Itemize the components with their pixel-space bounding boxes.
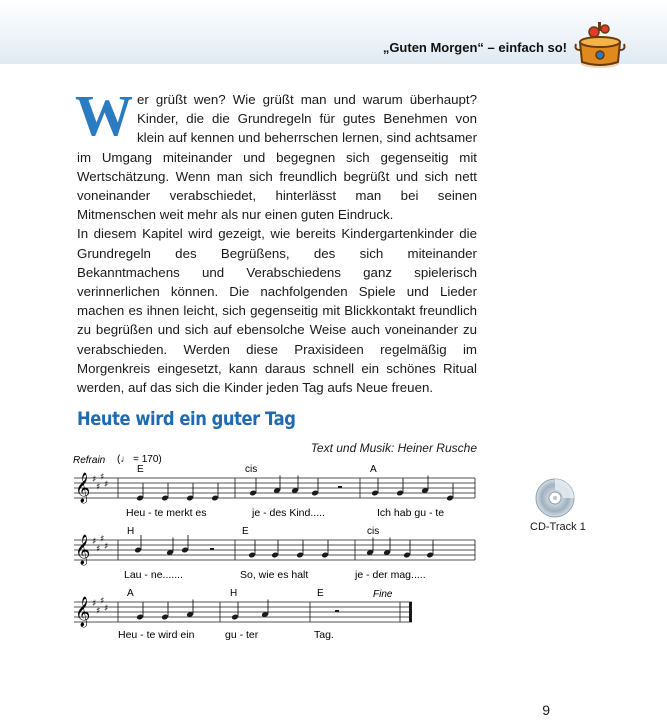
sharp-sign-icon: ♯ <box>96 482 101 493</box>
rest-icon <box>338 486 342 488</box>
lyric-line: Lau - ne....... <box>124 569 183 581</box>
cooking-pot-icon <box>574 20 626 72</box>
intro-text <box>75 83 477 397</box>
sharp-sign-icon: ♯ <box>92 537 97 547</box>
treble-clef-icon: 𝄞 <box>75 597 91 627</box>
song-title: Heute wird ein guter Tag <box>77 408 296 430</box>
chord-symbol: E <box>242 526 249 537</box>
sharp-sign-icon: ♯ <box>96 606 101 617</box>
rest-icon <box>210 548 214 550</box>
treble-clef-icon: 𝄞 <box>75 473 91 503</box>
sharp-sign-icon: ♯ <box>96 544 101 555</box>
chord-symbol: H <box>127 526 135 537</box>
treble-clef-icon: 𝄞 <box>75 535 91 565</box>
sheet-music <box>70 450 480 650</box>
lyric-line: Tag. <box>314 629 334 641</box>
lyric-line: So, wie es halt <box>240 569 309 581</box>
final-bar-line <box>409 602 412 622</box>
sharp-sign-icon: ♯ <box>100 596 105 607</box>
fine-label: Fine <box>373 589 393 600</box>
chord-symbol: E <box>137 464 144 475</box>
chord-symbol: cis <box>367 526 380 537</box>
cd-track-label: CD-Track 1 <box>530 521 586 533</box>
chord-symbol: cis <box>245 464 258 475</box>
sharp-sign-icon: ♯ <box>104 480 109 490</box>
intro-paragraph-1-text: er grüßt wen? Wie grüßt man und warum überhaupt? Kinder, die die Grundregeln für gutes Benehmen von klein auf kennen und beherrschen lernen, sind achtsamer im Umgang miteinander und begegnen sich gegenseitig mit Wertschätzung. Wenn man sich freundlich begrüßt und sich nett voneinander verabschiedet, hinterlässt man bei seinen Mitmenschen weit mehr als nur einen guten Eindruck. <box>77 92 477 223</box>
lyric-line: Heu - te merkt es <box>126 507 207 519</box>
sharp-sign-icon: ♯ <box>100 472 105 483</box>
sharp-sign-icon: ♯ <box>92 475 97 485</box>
sharp-sign-icon: ♯ <box>104 542 109 552</box>
refrain-label: Refrain <box>73 455 106 466</box>
intro-paragraph-1 <box>75 83 477 224</box>
lyric-line: gu - ter <box>225 629 259 641</box>
chord-symbol: H <box>230 588 238 599</box>
chord-symbol: E <box>317 588 324 599</box>
sharp-sign-icon: ♯ <box>100 534 105 545</box>
rest-icon <box>335 610 339 612</box>
chord-symbol: A <box>370 464 377 475</box>
lyric-line: Ich hab gu - te <box>377 507 445 519</box>
page-number: 9 <box>542 702 550 718</box>
intro-paragraph-2: In diesem Kapitel wird gezeigt, wie bereits Kindergartenkinder die Grundregeln des Begrüßens, des sich miteinander Bekanntmachens und Verabschiedens ganz spielerisch verinnerlichen können. Die nachfolgenden Spiele und Lieder machen es ihnen leicht, sich gegenseitig mit Blickkontakt freundlich zu begrüßen und sich auf ebensolche Weise auch voneinander zu verabschieden. Werden diese Praxisideen regelmäßig im Morgenkreis eingesetzt, kann daraus schnell ein schönes Ritual werden, auf das sich die Kinder jeden Tag aufs Neue freuen. <box>77 226 477 396</box>
staff-lines <box>74 478 475 622</box>
sharp-sign-icon: ♯ <box>104 604 109 614</box>
notes <box>134 476 454 621</box>
chord-symbol: A <box>127 588 134 599</box>
tempo-marking: (♩ = 170) <box>117 454 162 465</box>
cd-icon <box>535 478 575 518</box>
lyric-line: je - der mag..... <box>355 569 426 581</box>
lyric-line: Heu - te wird ein <box>118 629 195 641</box>
chapter-header-title: „Guten Morgen“ – einfach so! <box>382 40 567 55</box>
dropcap-letter: W <box>75 83 133 148</box>
sharp-sign-icon: ♯ <box>92 599 97 609</box>
lyric-line: je - des Kind..... <box>252 507 325 519</box>
song-credits: Text und Musik: Heiner Rusche <box>310 441 477 455</box>
